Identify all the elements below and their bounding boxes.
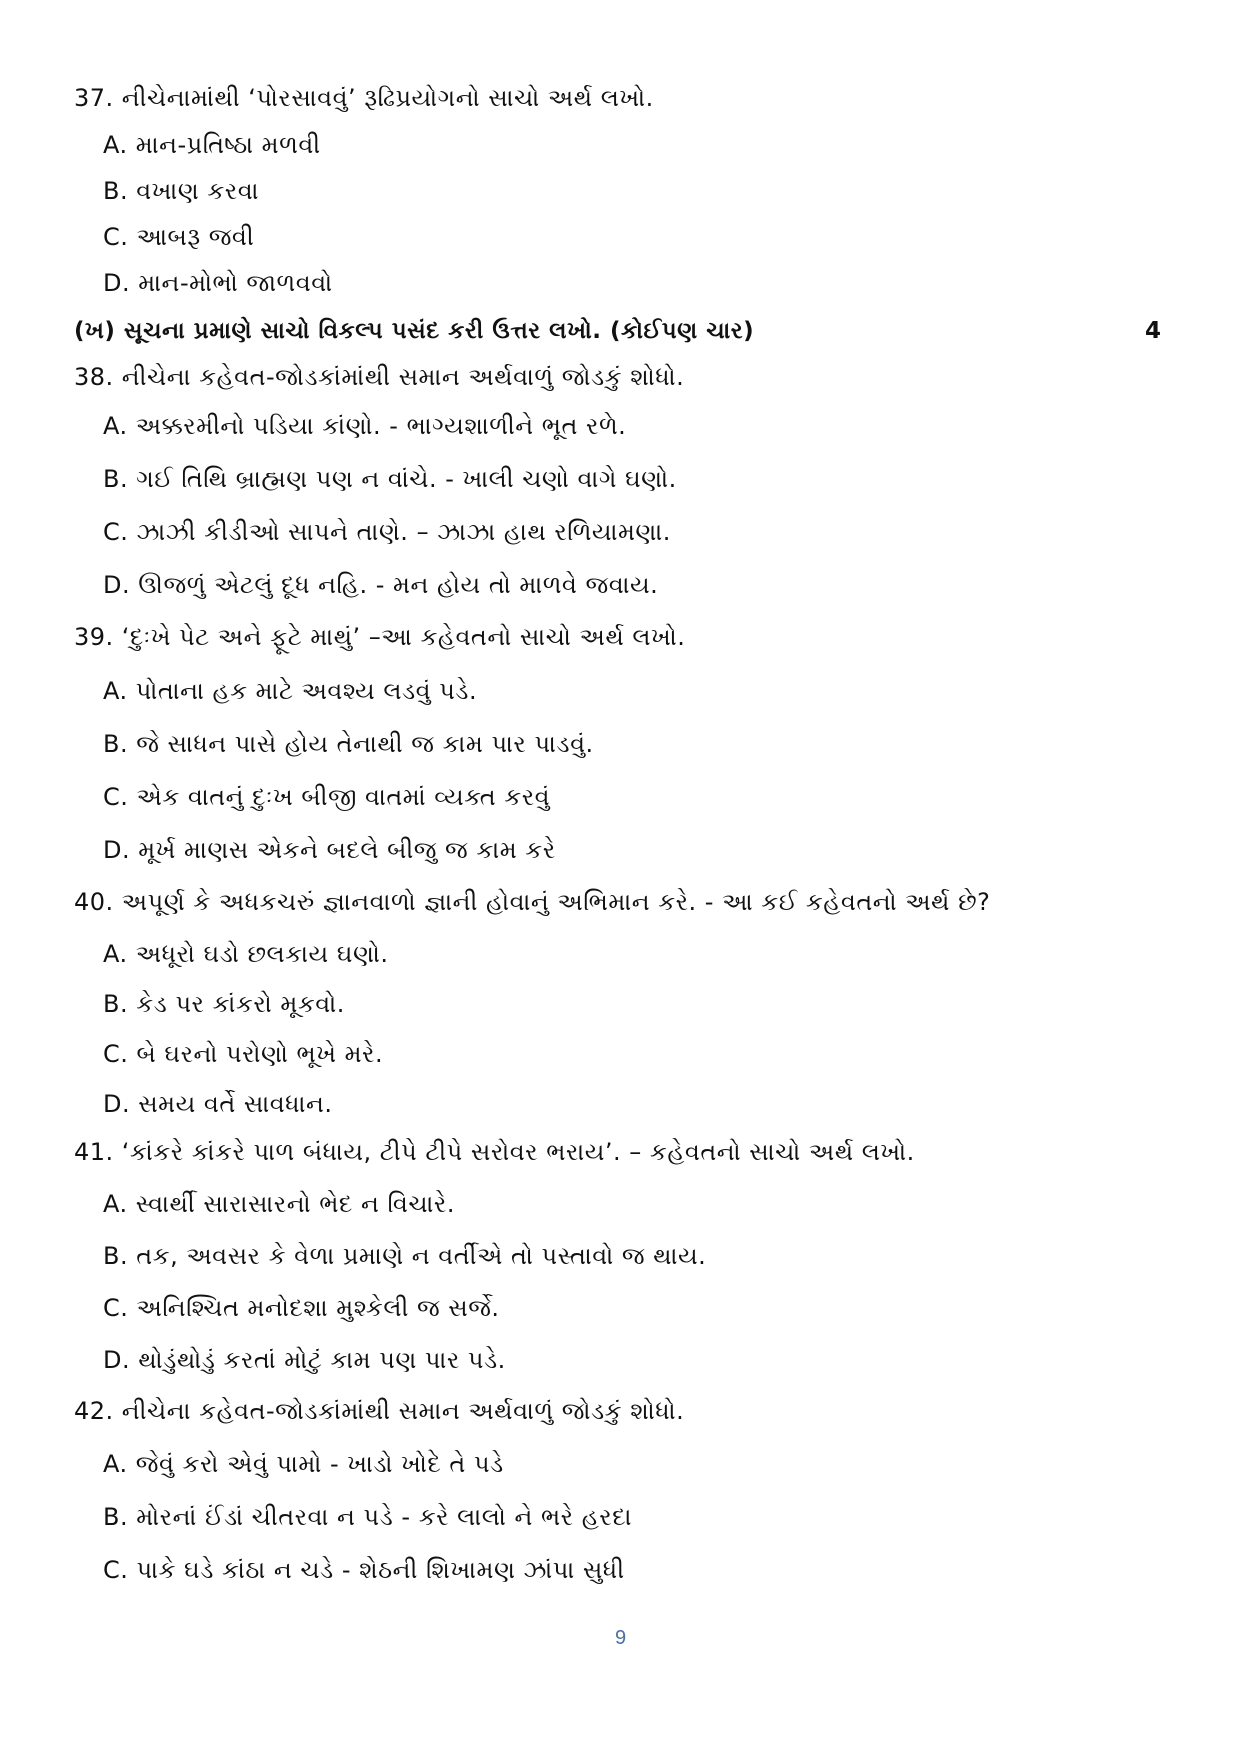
q40-option-d: D. સમય વર્તે સાવધાન. bbox=[103, 1090, 333, 1118]
q39-option-b: B. જે સાધન પાસે હોય તેનાથી જ કામ પાર પાડવું. bbox=[103, 730, 594, 758]
q41-option-d: D. થોડુંથોડું કરતાં મોટું કામ પણ પાર પડે. bbox=[103, 1346, 506, 1374]
q38-option-b: B. ગઈ તિથિ બ્રાહ્મણ પણ ન વાંચે. - ખાલી ચણો વાગે ઘણો. bbox=[103, 465, 677, 493]
question-38: 38. નીચેના કહેવત-જોડકાંમાંથી સમાન અર્થવાળું જોડકું શોધો. bbox=[74, 363, 685, 391]
question-42: 42. નીચેના કહેવત-જોડકાંમાંથી સમાન અર્થવાળું જોડકું શોધો. bbox=[74, 1397, 685, 1425]
q42-option-c: C. પાકે ઘડે કાંઠા ન ચડે - શેઠની શિખામણ ઝાંપા સુધી bbox=[103, 1556, 625, 1584]
q38-option-d: D. ઊજળું એટલું દૂધ નહિ. - મન હોય તો માળવે જવાય. bbox=[103, 571, 659, 599]
q38-option-a: A. અક્કરમીનો પડિયા કાંણો. - ભાગ્યશાળીને ભૂત રળે. bbox=[103, 412, 627, 440]
question-40: 40. અપૂર્ણ કે અધકચરું જ્ઞાનવાળો જ્ઞાની હોવાનું અભિમાન કરે. - આ કઈ કહેવતનો અર્થ છે? bbox=[74, 888, 991, 916]
q37-option-b: B. વખાણ કરવા bbox=[103, 177, 260, 205]
q38-option-c: C. ઝાઝી કીડીઓ સાપને તાણે. – ઝાઝા હાથ રળિયામણા. bbox=[103, 518, 671, 546]
page-number: 9 bbox=[614, 1627, 627, 1649]
q41-option-c: C. અનિશ્ચિત મનોદશા મુશ્કેલી જ સર્જે. bbox=[103, 1294, 500, 1322]
q40-option-c: C. બે ઘરનો પરોણો ભૂખે મરે. bbox=[103, 1040, 384, 1068]
q39-option-c: C. એક વાતનું દુઃખ બીજી વાતમાં વ્યક્ત કરવું bbox=[103, 783, 551, 811]
q40-option-a: A. અધૂરો ઘડો છલકાય ઘણો. bbox=[103, 940, 389, 968]
q37-option-a: A. માન-પ્રતિષ્ઠા મળવી bbox=[103, 131, 321, 159]
question-37: 37. નીચેનામાંથી ‘પોરસાવવું’ રૂઢિપ્રયોગનો સાચો અર્થ લખો. bbox=[74, 84, 654, 112]
q42-option-a: A. જેવું કરો એવું પામો - ખાડો ખોદે તે પડે bbox=[103, 1450, 504, 1478]
question-39: 39. ‘દુઃખે પેટ અને ફૂટે માથું’ –આ કહેવતનો સાચો અર્થ લખો. bbox=[74, 623, 686, 651]
q40-option-b: B. કેડ પર કાંકરો મૂકવો. bbox=[103, 990, 345, 1018]
section-marks: 4 bbox=[1145, 318, 1162, 344]
q39-option-a: A. પોતાના હક માટે અવશ્ય લડવું પડે. bbox=[103, 677, 478, 705]
q37-option-c: C. આબરૂ જવી bbox=[103, 223, 255, 251]
q41-option-b: B. તક, અવસર કે વેળા પ્રમાણે ન વર્તીએ તો પસ્તાવો જ થાય. bbox=[103, 1242, 707, 1270]
section-heading: (ખ) સૂચના પ્રમાણે સાચો વિકલ્પ પસંદ કરી ઉત્તર લખો. (કોઈપણ ચાર) bbox=[74, 318, 755, 344]
q42-option-b: B. મોરનાં ઈંડાં ચીતરવા ન પડે - કરે લાલો ને ભરે હરદા bbox=[103, 1503, 632, 1531]
question-41: 41. ‘કાંકરે કાંકરે પાળ બંધાય, ટીપે ટીપે સરોવર ભરાય’. – કહેવતનો સાચો અર્થ લખો. bbox=[74, 1138, 915, 1166]
q37-option-d: D. માન-મોભો જાળવવો bbox=[103, 269, 333, 297]
q39-option-d: D. મૂર્ખ માણસ એકને બદલે બીજુ જ કામ કરે bbox=[103, 836, 556, 864]
q41-option-a: A. સ્વાર્થી સારાસારનો ભેદ ન વિચારે. bbox=[103, 1190, 455, 1218]
